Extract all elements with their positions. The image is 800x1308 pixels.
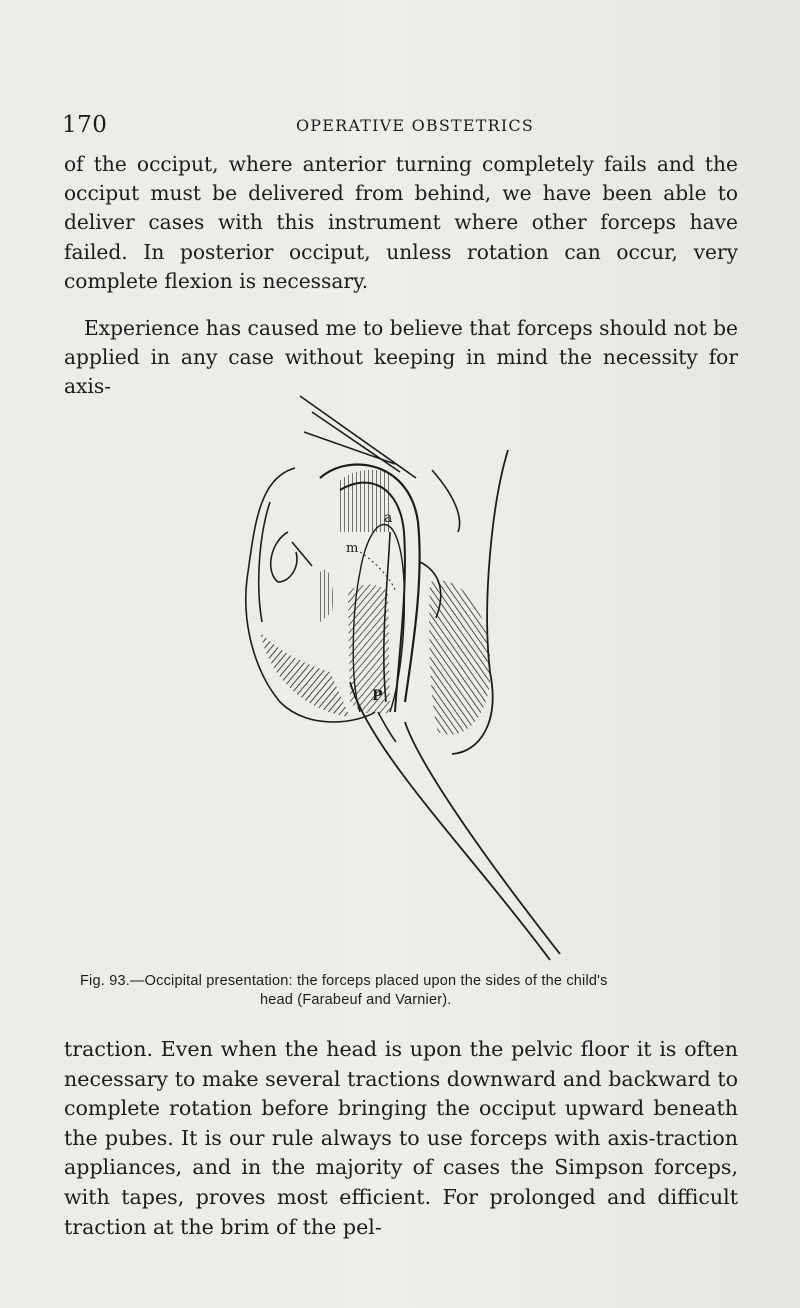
paragraph-2: Experience has caused me to believe that forceps should not be applied in any case without keeping in mind the necessity for axis- bbox=[64, 316, 738, 399]
shank-join bbox=[378, 712, 396, 742]
figure-93-illustration bbox=[200, 382, 600, 964]
ear-contour-outer bbox=[259, 502, 270, 622]
hatch-small bbox=[320, 569, 333, 622]
label-m: m bbox=[346, 541, 359, 556]
label-p: P bbox=[372, 688, 383, 704]
page-header bbox=[62, 112, 738, 142]
right-contour-top bbox=[432, 470, 460, 532]
hatch-right-lower bbox=[429, 580, 490, 734]
paragraph-1: of the occiput, where anterior turning completely fails and the occiput must be delivered from behind, we have been able to deliver cases with this instrument where other forceps have failed. In posterior occiput, unless rotation can occur, very complete flexion is necessary. bbox=[64, 152, 738, 293]
forceps-on-head-drawing bbox=[200, 382, 600, 964]
page-number: 170 bbox=[62, 112, 108, 138]
forceps-shank-right bbox=[405, 722, 560, 954]
caption-line-1: Fig. 93.—Occipital presentation: the forceps placed upon the sides of the child's bbox=[80, 973, 608, 989]
label-a: a bbox=[384, 510, 393, 526]
hatch-center bbox=[348, 585, 390, 715]
paragraph-3: traction. Even when the head is upon the pelvic floor it is often necessary to make several tractions downward and backward to complete rotation before bringing the occiput upward beneath the pubes. It is our rule always to use forceps with axis-traction appliances, and in the majority of cases the Simpson forceps, with tapes, proves most efficient. For prolonged and difficult traction at the brim of the pel- bbox=[64, 1037, 738, 1239]
running-title: OPERATIVE OBSTETRICS bbox=[295, 116, 535, 135]
ear-line bbox=[292, 542, 312, 566]
hatch-left-lower bbox=[260, 632, 350, 717]
forceps-handle-line-2 bbox=[312, 412, 400, 472]
figure-caption bbox=[80, 972, 740, 1010]
ear-contour-inner bbox=[271, 532, 297, 582]
caption-line-2: head (Farabeuf and Varnier). bbox=[260, 992, 452, 1008]
